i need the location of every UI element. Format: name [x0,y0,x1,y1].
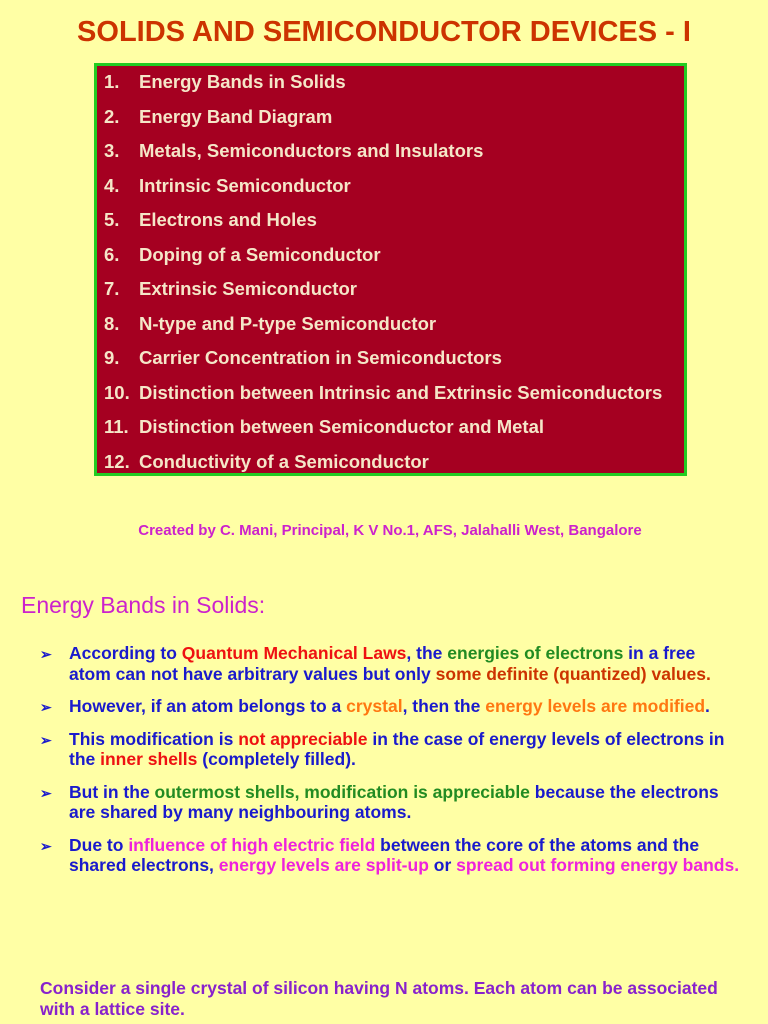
toc-item-label: Electrons and Holes [139,209,317,230]
bullet-item [40,729,740,770]
toc-item [97,413,684,448]
toc-item [97,206,684,241]
toc-item-label: Energy Band Diagram [139,105,333,127]
arrow-bullet-icon: ➢ [40,837,52,854]
toc-item-number: 3. [104,140,120,161]
toc-item-number: 1. [104,71,120,92]
arrow-bullet-icon: ➢ [40,784,52,801]
bullet-text-segment: inner shells [100,749,198,769]
bullet-text-segment: But in the [69,781,155,802]
toc-item [97,275,684,310]
bullet-text-segment: According to [69,643,182,663]
toc-item [97,344,684,379]
bullet-text-segment: (completely filled). [197,749,356,769]
toc-item [97,448,684,483]
toc-item [97,172,684,207]
toc-item-number: 12. [104,450,130,472]
toc-item [97,310,684,345]
toc-item [97,68,684,103]
bullet-text-segment: outermost shells, modification is appreciable [154,781,530,802]
bullet-text-segment: energies of electrons [447,643,624,663]
bullet-text-segment: , then the [402,696,486,716]
toc-item-label: Intrinsic Semiconductor [139,174,351,196]
arrow-bullet-icon: ➢ [40,731,52,748]
bullet-text-segment: in a free atom can not have arbitrary values but only [69,643,696,684]
toc-item-number: 10. [104,381,130,403]
bullet-text-segment: in the case of energy levels of electrons in the [69,728,725,769]
toc-item [97,379,684,414]
toc-item-number: 9. [104,347,120,368]
toc-item-number: 2. [104,105,120,127]
bullet-text-segment: influence of high electric field [128,834,376,855]
bullet-text-segment: crystal [346,696,403,716]
toc-item-number: 5. [104,209,120,230]
bullet-text-segment: Due to [69,834,129,855]
bullet-list [40,643,740,888]
bullet-text-segment: because the electrons are shared by many neighbouring atoms. [69,781,719,822]
toc-item-label: Energy Bands in Solids [139,71,346,92]
bullet-text-segment: between the core of the atoms and the shared electrons, [69,834,700,875]
section-heading: Energy Bands in Solids: [21,592,266,618]
bullet-text-segment: . [705,696,710,716]
toc-item-number: 6. [104,243,120,265]
bullet-text-segment: Quantum Mechanical Laws [181,643,407,663]
toc-item-label: Metals, Semiconductors and Insulators [139,140,484,161]
toc-item-label: Distinction between Semiconductor and Metal [139,416,544,437]
toc-item-label: Distinction between Intrinsic and Extrinsic Semiconductors [139,381,663,403]
toc-item-label: Extrinsic Semiconductor [139,278,357,299]
toc-item [97,103,684,138]
closing-paragraph: Consider a single crystal of silicon having N atoms. Each atom can be associated with a lattice site. [40,978,718,1019]
bullet-item [40,835,740,876]
toc-item-number: 4. [104,174,120,196]
arrow-bullet-icon: ➢ [40,699,52,715]
toc-item [97,241,684,276]
toc-item-label: N-type and P-type Semiconductor [139,312,437,334]
page-title: SOLIDS AND SEMICONDUCTOR DEVICES - I [77,16,691,48]
arrow-bullet-icon: ➢ [40,646,52,662]
toc-item-number: 8. [104,312,120,334]
bullet-text-segment: some definite (quantized) values. [435,663,711,684]
toc-item-label: Carrier Concentration in Semiconductors [139,347,502,368]
bullet-item [40,782,740,823]
bullet-item [40,696,740,717]
bullet-text-segment: energy levels are modified [485,696,706,716]
bullet-text-segment: energy levels are split-up [218,855,429,875]
author-credit: Created by C. Mani, Principal, K V No.1, AFS, Jalahalli West, Bangalore [138,522,642,539]
bullet-text-segment: This modification is [69,728,239,749]
toc-item-number: 7. [104,278,120,299]
toc-item-label: Conductivity of a Semiconductor [139,450,429,472]
toc-item-number: 11. [104,416,129,437]
bullet-text-segment: or [428,855,457,875]
table-of-contents [94,63,687,476]
bullet-text-segment: , the [406,643,448,663]
toc-item [97,137,684,172]
bullet-text-segment: spread out forming energy bands. [456,855,740,875]
toc-item-label: Doping of a Semiconductor [139,243,381,265]
bullet-item [40,643,740,684]
bullet-text-segment: However, if an atom belongs to a [69,696,347,716]
bullet-text-segment: not appreciable [238,728,368,749]
